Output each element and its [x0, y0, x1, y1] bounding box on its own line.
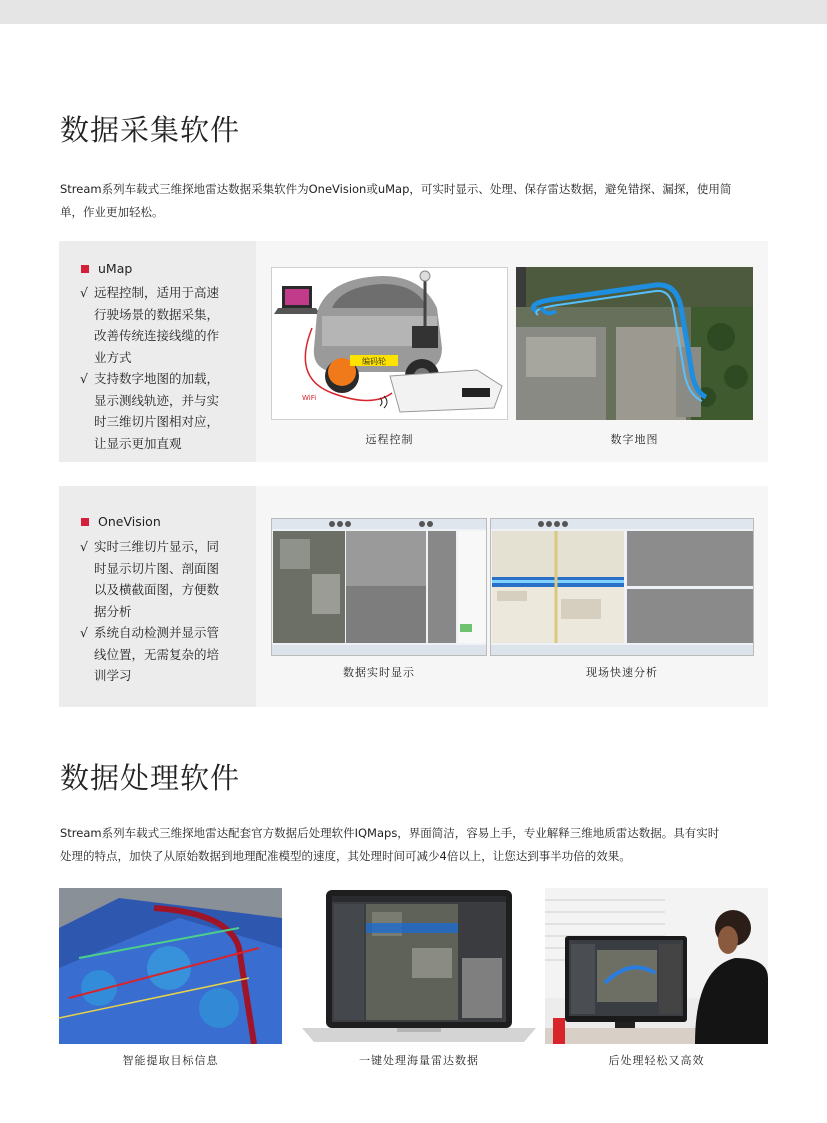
check-mark-icon: √	[80, 625, 88, 640]
top-header-bar	[0, 0, 827, 24]
section-title-processing: 数据处理软件	[60, 761, 241, 795]
wifi-label: WiFi	[302, 394, 317, 402]
check-mark-icon: √	[80, 285, 88, 300]
umap-feature-2-line-4: 让显示更加直观	[94, 435, 182, 451]
umap-feature-1-line-1: 远程控制，适用于高速	[94, 285, 220, 300]
umap-feature-2-line-2: 显示测线轨迹，并与实	[94, 392, 220, 408]
check-mark-icon: √	[80, 371, 88, 386]
post-processing-image	[545, 888, 768, 1044]
onevision-feature-1-line-3: 以及横截面图，方便数	[94, 582, 220, 597]
acquisition-intro-line-2: 单，作业更加轻松。	[60, 205, 164, 219]
red-square-bullet-icon	[81, 265, 89, 273]
onevision-feature-2-line-3: 训学习	[94, 668, 132, 683]
onevision-feature-1-line-1: 实时三维切片显示，同	[94, 539, 220, 554]
processing-intro-line-1: Stream系列车载式三维探地雷达配套官方数据后处理软件IQMaps，界面简洁，容易上手，专业解释三维地质雷达数据。具有实时	[60, 826, 720, 840]
field-analysis-image	[490, 518, 754, 656]
acquisition-intro-line-1: Stream系列车载式三维探地雷达数据采集软件为OneVision或uMap，可实时显示、处理、保存雷达数据，避免错探、漏探，使用简	[60, 182, 732, 196]
red-square-bullet-icon	[81, 518, 89, 526]
umap-feature-2-line-1: 支持数字地图的加载，	[94, 371, 220, 386]
onevision-feature-2-line-1: 系统自动检测并显示管	[94, 625, 220, 640]
umap-panel	[59, 241, 768, 462]
realtime-display-caption: 数据实时显示	[343, 666, 415, 679]
umap-feature-1-line-4: 业方式	[94, 349, 132, 365]
processing-intro	[60, 822, 772, 868]
onevision-feature-1	[80, 536, 250, 622]
onevision-feature-1-line-2: 时显示切片图、剖面图	[94, 560, 220, 576]
section-title-acquisition: 数据采集软件	[60, 113, 241, 147]
digital-map-image	[516, 267, 753, 420]
onevision-title: OneVision	[98, 514, 161, 529]
umap-feature-1-line-3: 改善传统连接线缆的作	[94, 328, 220, 343]
umap-feature-2-line-3: 时三维切片图相对应，	[94, 414, 220, 429]
realtime-display-image	[271, 518, 487, 656]
check-mark-icon: √	[80, 539, 88, 554]
umap-feature-list	[80, 282, 250, 454]
acquisition-intro	[60, 178, 772, 224]
umap-feature-1-line-2: 行驶场景的数据采集，	[94, 306, 220, 322]
onevision-panel	[59, 486, 768, 707]
umap-heading	[81, 261, 132, 276]
remote-control-caption: 远程控制	[365, 433, 414, 446]
one-click-processing-image	[302, 888, 536, 1044]
processing-intro-line-2: 处理的特点，加快了从原始数据到地理配准模型的速度，其处理时间可减少4倍以上，让您达到事半功倍的效果。	[60, 849, 631, 863]
target-extraction-caption: 智能提取目标信息	[122, 1054, 219, 1067]
one-click-processing-caption: 一键处理海量雷达数据	[359, 1054, 479, 1067]
onevision-feature-2	[80, 622, 250, 687]
target-extraction-image	[59, 888, 282, 1044]
umap-feature-1	[80, 282, 250, 368]
umap-feature-2	[80, 368, 250, 454]
onevision-feature-2-line-2: 线位置，无需复杂的培	[94, 646, 220, 662]
remote-control-image	[271, 267, 508, 420]
encoder-label: 编码轮	[362, 357, 386, 366]
digital-map-caption: 数字地图	[610, 433, 659, 446]
post-processing-caption: 后处理轻松又高效	[608, 1054, 705, 1067]
onevision-heading	[81, 514, 161, 529]
onevision-feature-list	[80, 536, 250, 687]
umap-title: uMap	[98, 261, 133, 276]
field-analysis-caption: 现场快速分析	[586, 666, 658, 679]
onevision-feature-1-line-4: 据分析	[94, 603, 132, 619]
